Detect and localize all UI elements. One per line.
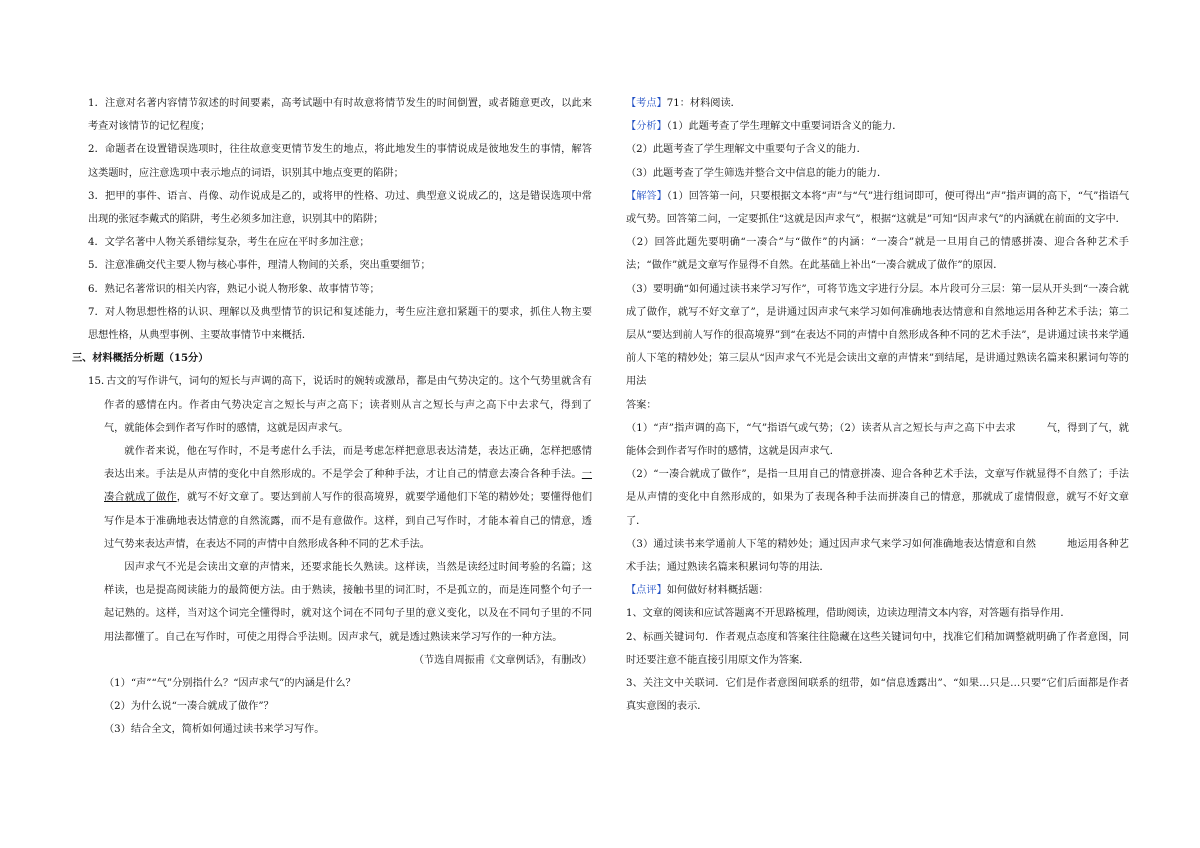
dianping-point-3: 3、关注文中关联词．它们是作者意图间联系的纽带，如“信息透露出”、“如果…只是…只要”它们后面都是作者真实意图的表示． [626,678,1129,713]
section-title: 三、材料概括分析题（15分） [72,352,209,365]
passage-paragraph-2: 就作者来说，他在写作时，不是考虑什么手法，而是考虑怎样把意思表达清楚，表达正确，怎样把感情表达出来。手法是从声情的变化中自然形成的。不是学会了种种手法，才让自己的情意去凑合各种手法。一凑合就成了做作，就写不好文章了。要达到前人写作的很高境界，就要学通他们下笔的精妙处；要懂得他们写作是本于准确地表达情意的自然流露，而不是有意做作。这样，到自己写作时，才能本着自己的情意，透过气势来表达声情，在表达不同的声情中自然形成各种不同的艺术手法。 [104,446,593,550]
answer-label: 答案： [626,399,657,411]
right-column [626,92,1129,718]
jieda-1: 【解答】（1）回答第一问，只要根据文本将“声”与“气”进行组词即可，便可得出“声”指声调的高下，“气”指语气或气势。回答第二问，一定要抓住“这就是因声求气”，根据“这就是”可知“因声求气”的内涵就在前面的文字中． [626,190,1130,226]
sub-question-3: （3）结合全文，简析如何通过读书来学习写作。 [104,724,325,736]
fenxi-2: （2）此题考查了学生理解文中重要句子含义的能力． [626,144,867,156]
underlined-phrase: 一凑合就成了做作 [104,469,592,504]
jieda-3: （3）要明确“如何通过读书来学习写作”，可将节选文字进行分层。本片段可分三层：第一层从开头到“一凑合就成了做作，就写不好文章了”，是讲通过因声求气来学习如何准确地表达情意和自然地运用各种艺术手法；第二层从“要达到前人写作的很高境界”到“在表达不同的声情中自然形成各种不同的艺术手法”，是讲通过读书来学通前人下笔的精妙处；第三层从“因声求气不光是会读出文章的声情来”到结尾，是讲通过熟读名篇来积累词句等的用法 [626,283,1129,388]
fenxi-tag: 【分析】 [626,121,667,133]
kaodian: 【考点】71：材料阅读． [626,98,741,109]
jieda-2: （2）回答此题先要明确“一凑合”与“做作”的内涵：“一凑合”就是一旦用自己的情感拼凑、迎合各种艺术手法；“做作”就是文章写作显得不自然。在此基础上补出“一凑合就成了做作”的原因． [626,237,1129,272]
tip-3: 3．把甲的事件、语言、肖像、动作说成是乙的，或将甲的性格、功过、典型意义说成乙的，这是错误选项中常出现的张冠李戴式的陷阱，考生必须多加注意，识别其中的陷阱； [88,190,592,226]
tip-7: 7．对人物思想性格的认识、理解以及典型情节的识记和复述能力，考生应注意扣紧题干的要求，抓住人物主要思想性格，从典型事例、主要故事情节中来概括． [88,306,592,342]
tip-4: 4．文学名著中人物关系错综复杂，考生在应在平时多加注意； [88,237,370,249]
left-column [72,92,593,742]
answer-3: （3）通过读书来学通前人下笔的精妙处；通过因声求气来学习如何准确地表达情意和自然 地运用各种艺术手法；通过熟读名篇来积累词句等的用法． [626,538,1129,574]
dianping-tag: 【点评】 [626,585,667,597]
fenxi-1: 【分析】（1）此题考查了学生理解文中重要词语含义的能力． [626,121,903,133]
tip-1: 1．注意对名著内容情节叙述的时间要素，高考试题中有时故意将情节发生的时间倒置，或者随意更改，以此来考查对该情节的记忆程度； [88,98,592,133]
tip-2: 2．命题者在设置错误选项时，往往故意变更情节发生的地点，将此地发生的事情说成是彼地发生的事情，解答这类题时，应注意选项中表示地点的词语，识别其中地点变更的陷阱； [88,144,592,179]
question-number: 15． [88,376,112,388]
sub-question-2: （2）为什么说“一凑合就成了做作”？ [104,701,274,713]
answer-1: （1）“声”指声调的高下，“气”指语气或气势；（2）读者从言之短长与声之高下中去求 气，得到了气，就能体会到作者写作时的感情，这就是因声求气． [626,422,1129,458]
passage-paragraph-1: 古文的写作讲气，词句的短长与声调的高下，说话时的婉转或激昂，都是由气势决定的。这个气势里就含有作者的感情在内。作者由气势决定言之短长与声之高下；读者则从言之短长与声之高下中去求气，得到了气，就能体会到作者写作时的感情，这就是因声求气。 [104,376,592,434]
question-15 [88,370,592,741]
source-note: （节选自周振甫《文章例话》，有删改） [413,654,592,666]
tip-5: 5．注意准确交代主要人物与核心事件，理清人物间的关系，突出重要细节； [88,260,431,272]
dianping-point-2: 2、标画关键词句．作者观点态度和答案往往隐藏在这些关键词句中，找准它们稍加调整就明确了作者意图，同时还要注意不能直接引用原文作为答案． [626,631,1129,666]
answer-2: （2）“一凑合就成了做作”，是指一旦用自己的情意拼凑、迎合各种艺术手法，文章写作就显得不自然了；手法是从声情的变化中自然形成的，如果为了表现各种手法而拼凑自己的情意，那就成了虚情假意，就写不好文章了． [626,469,1129,527]
kaodian-tag: 【考点】 [626,98,667,109]
dianping: 【点评】如何做好材料概括题： [626,585,769,597]
fenxi-3: （3）此题考查了学生筛选并整合文中信息的能力的能力． [626,167,888,179]
sub-question-1: （1）“声”“气”分别指什么？“因声求气”的内涵是什么？ [104,678,356,690]
passage-paragraph-3: 因声求气不光是会读出文章的声情来，还要求能长久熟读。这样读，当然是读经过时间考验的名篇；这样读，也是提高阅读能力的最简便方法。由于熟读，接触书里的词汇时，不是孤立的，而是连同整个句子一起记熟的。这样，当对这个词完全懂得时，就对这个词在不同句子里的意义变化，以及在不同句子里的不同用法都懂了。自己在写作时，可使之用得合乎法则。因声求气，就是透过熟读来学习写作的一种方法。 [104,562,592,643]
jieda-tag: 【解答】 [626,190,667,202]
tip-6: 6．熟记名著常识的相关内容，熟记小说人物形象、故事情节等； [88,283,380,295]
dianping-point-1: 1、文章的阅读和应试答题离不开思路梳理，借助阅读，边读边理清文本内容，对答题有指导作用． [626,608,1071,620]
